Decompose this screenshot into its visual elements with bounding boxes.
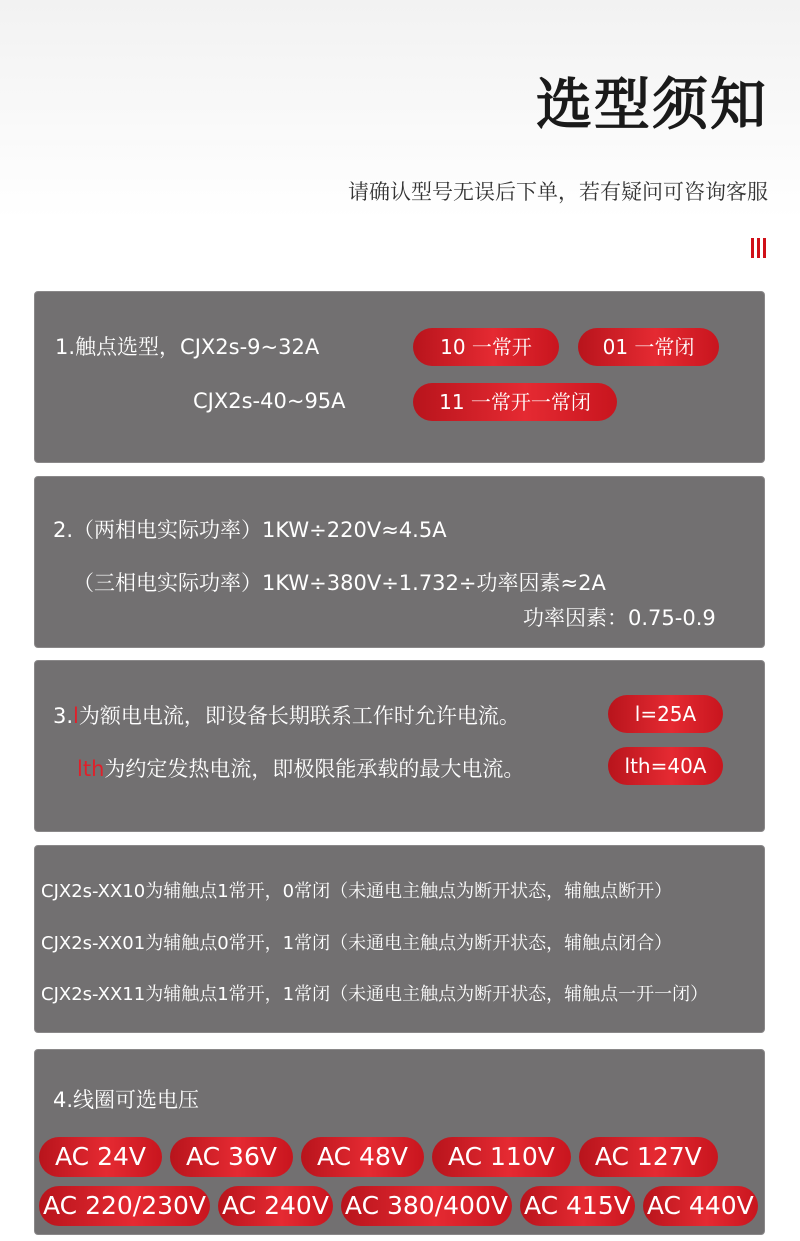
thermal-current-line: [77, 759, 524, 780]
decorative-bars-icon: [751, 238, 766, 258]
voltage-option: AC 36V: [170, 1137, 293, 1177]
rated-current-symbol: l: [73, 704, 79, 728]
aux-contact-xx11: CJX2s-XX11为辅触点1常开，1常闭（未通电主触点为断开状态，辅触点一开一闭）: [41, 984, 709, 1005]
voltage-option: AC 415V: [520, 1186, 635, 1226]
coil-voltage-panel: [34, 1049, 765, 1235]
aux-contact-xx10: CJX2s-XX10为辅触点1常开，0常闭（未通电主触点为断开状态，辅触点断开）: [41, 881, 673, 902]
voltage-option: AC 440V: [643, 1186, 758, 1226]
voltage-option: AC 24V: [39, 1137, 162, 1177]
rated-current-value: l=25A: [608, 695, 723, 733]
voltage-option: AC 110V: [432, 1137, 571, 1177]
thermal-current-value: lth=40A: [608, 747, 723, 785]
page-title: 选型须知: [536, 73, 768, 138]
aux-contact-panel: [34, 845, 765, 1033]
contact-selection-line2: CJX2s-40~95A: [193, 389, 346, 413]
rated-current-text: 为额电电流，即设备长期联系工作时允许电流。: [78, 704, 520, 728]
aux-contact-xx01: CJX2s-XX01为辅触点0常开，1常闭（未通电主触点为断开状态，辅触点闭合）: [41, 933, 673, 954]
voltage-option: AC 220/230V: [39, 1186, 210, 1226]
rated-current-prefix: 3.: [53, 704, 74, 728]
current-panel: [34, 660, 765, 832]
voltage-option: AC 48V: [301, 1137, 424, 1177]
rated-current-line: [53, 706, 520, 727]
thermal-current-symbol: lth: [77, 757, 105, 781]
voltage-row-1: [39, 1137, 718, 1177]
option-11-open-closed: 11 一常开一常闭: [413, 383, 617, 421]
power-calc-panel: [34, 476, 765, 648]
option-10-normally-open: 10 一常开: [413, 328, 559, 366]
voltage-option: AC 380/400V: [341, 1186, 512, 1226]
voltage-option: AC 240V: [218, 1186, 333, 1226]
power-factor-range: 功率因素：0.75-0.9: [523, 606, 716, 630]
page-subtitle: 请确认型号无误后下单，若有疑问可咨询客服: [348, 180, 768, 204]
voltage-option: AC 127V: [579, 1137, 718, 1177]
three-phase-formula: （三相电实际功率）1KW÷380V÷1.732÷功率因素≈2A: [73, 571, 606, 595]
contact-selection-panel: [34, 291, 765, 463]
coil-voltage-title: 4.线圈可选电压: [53, 1088, 200, 1112]
two-phase-formula: 2.（两相电实际功率）1KW÷220V≈4.5A: [53, 518, 447, 542]
contact-selection-line1: 1.触点选型，CJX2s-9~32A: [55, 335, 320, 359]
option-01-normally-closed: 01 一常闭: [578, 328, 719, 366]
voltage-row-2: [39, 1186, 758, 1226]
thermal-current-text: 为约定发热电流，即极限能承载的最大电流。: [104, 757, 525, 781]
